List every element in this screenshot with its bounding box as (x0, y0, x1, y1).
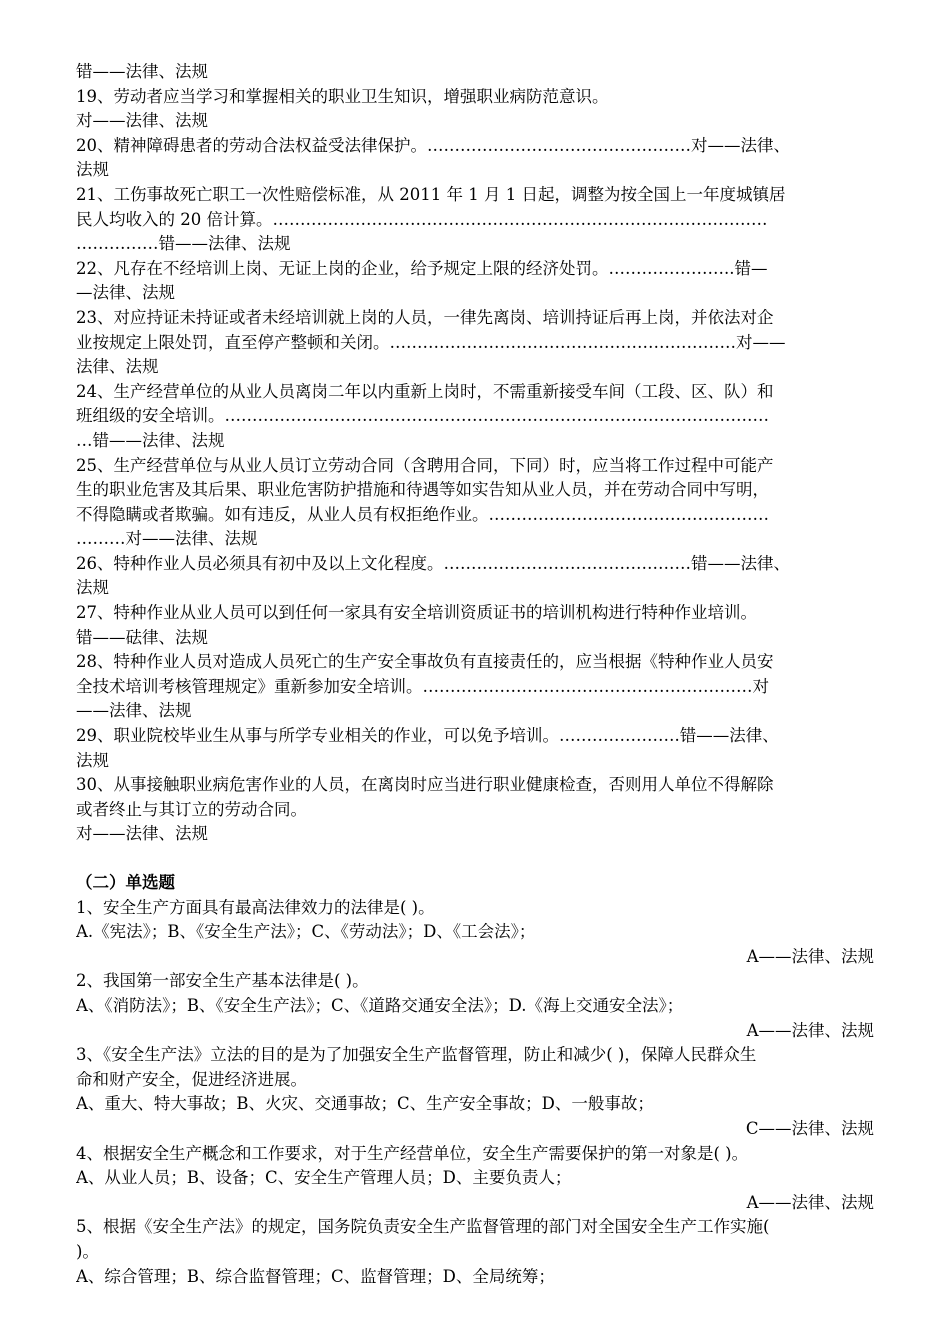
text-line: 21、工伤事故死亡职工一次性赔偿标准，从 2011 年 1 月 1 日起，调整为按全国上一年度城镇居 (76, 184, 786, 204)
text-line: 法规 (76, 578, 109, 598)
text-line: 或者终止与其订立的劳动合同。 (76, 799, 307, 819)
question-options: A、《消防法》；B、《安全生产法》；C、《道路交通安全法》；D.《海上交通安全法》； (76, 995, 684, 1015)
section-title: （二）单选题 (76, 873, 175, 892)
question-answer: A——法律、法规 (746, 946, 874, 966)
question-options: A.《宪法》；B、《安全生产法》；C、《劳动法》；D、《工会法》； (76, 922, 536, 942)
question-options: A、重大、特大事故；B、火灾、交通事故；C、生产安全事故；D、一般事故； (76, 1094, 654, 1114)
question-1 (76, 896, 884, 970)
text-line: 29、职业院校毕业生从事与所学专业相关的作业，可以免予培训。………………….错——法律、 (76, 726, 779, 746)
question-options: A、综合管理；B、综合监督管理；C、监督管理；D、全局统筹； (76, 1266, 555, 1286)
question-2 (76, 969, 884, 1043)
question-4 (76, 1142, 884, 1216)
question-stem: 1、安全生产方面具有最高法律效力的法律是( )。 (76, 897, 435, 917)
text-line: ………对——法律、法规 (76, 529, 258, 549)
text-line: 25、生产经营单位与从业人员订立劳动合同（含聘用合同，下同）时，应当将工作过程中可能产 (76, 455, 774, 475)
text-line: ……………错——法律、法规 (76, 234, 291, 254)
text-line: 22、凡存在不经培训上岗、无证上岗的企业，给予规定上限的经济处罚。…………………..错— (76, 258, 768, 278)
question-stem: 3、《安全生产法》立法的目的是为了加强安全生产监督管理，防止和减少( )，保障人民群众生 (76, 1045, 757, 1065)
question-stem: )。 (76, 1241, 99, 1261)
text-line: 27、特种作业从业人员可以到任何一家具有安全培训资质证书的培训机构进行特种作业培训。 (76, 603, 757, 623)
question-stem: 4、根据安全生产概念和工作要求，对于生产经营单位，安全生产需要保护的第一对象是( )。 (76, 1143, 749, 1163)
true-false-answers (76, 60, 884, 847)
text-line: 26、特种作业人员必须具有初中及以上文化程度。………………………………………错——法律、 (76, 553, 790, 573)
text-line: 班组级的安全培训。……………………………………………………………………………………… (76, 406, 769, 426)
text-line: 法规 (76, 160, 109, 180)
text-line: 23、对应持证未持证或者未经培训就上岗的人员，一律先离岗、培训持证后再上岗，并依法对企 (76, 307, 774, 327)
text-line: 生的职业危害及其后果、职业危害防护措施和待遇等如实告知从业人员，并在劳动合同中写明， (76, 480, 769, 500)
text-line: …错——法律、法规 (76, 430, 225, 450)
text-line: 全技术培训考核管理规定》重新参加安全培训。……………………………………………………对 (76, 676, 769, 696)
text-line: 法规 (76, 750, 109, 770)
question-options: A、从业人员；B、设备；C、安全生产管理人员；D、主要负责人； (76, 1168, 572, 1188)
text-line: 不得隐瞒或者欺骗。如有违反，从业人员有权拒绝作业。…………………………………………… (76, 504, 769, 524)
text-line: 19、劳动者应当学习和掌握相关的职业卫生知识，增强职业病防范意识。 (76, 86, 609, 106)
question-stem: 5、根据《安全生产法》的规定，国务院负责安全生产监督管理的部门对全国安全生产工作实施( (76, 1217, 770, 1237)
text-line: 对——法律、法规 (76, 824, 208, 844)
question-answer: A——法律、法规 (746, 1192, 874, 1212)
text-line: ——法律、法规 (76, 701, 192, 721)
text-line: 20、精神障碍患者的劳动合法权益受法律保护。…………………………………………对——法律、 (76, 135, 790, 155)
question-3 (76, 1043, 884, 1141)
text-line: 业按规定上限处罚，直至停产整顿和关闭。………………………………………………………对—— (76, 332, 786, 352)
question-answer: A——法律、法规 (746, 1020, 874, 1040)
text-line: —法律、法规 (76, 283, 175, 303)
text-line: 民人均收入的 20 倍计算。……………………………………………………………………………… (76, 209, 768, 229)
text-line: 错——砝律、法规 (76, 627, 208, 647)
blank-line (76, 847, 884, 871)
question-stem: 命和财产安全，促进经济进展。 (76, 1069, 307, 1089)
text-line: 30、从事接触职业病危害作业的人员，在离岗时应当进行职业健康检查，否则用人单位不得解除 (76, 775, 774, 795)
text-line: 对——法律、法规 (76, 111, 208, 131)
text-line: 法律、法规 (76, 357, 159, 377)
question-answer: C——法律、法规 (745, 1118, 874, 1138)
question-5 (76, 1215, 884, 1289)
text-line: 错——法律、法规 (76, 62, 208, 81)
text-line: 28、特种作业人员对造成人员死亡的生产安全事故负有直接责任的，应当根据《特种作业人员安 (76, 652, 774, 672)
text-line: 24、生产经营单位的从业人员离岗二年以内重新上岗时，不需重新接受车间（工段、区、队）和 (76, 381, 774, 401)
question-stem: 2、我国第一部安全生产基本法律是( )。 (76, 971, 369, 991)
